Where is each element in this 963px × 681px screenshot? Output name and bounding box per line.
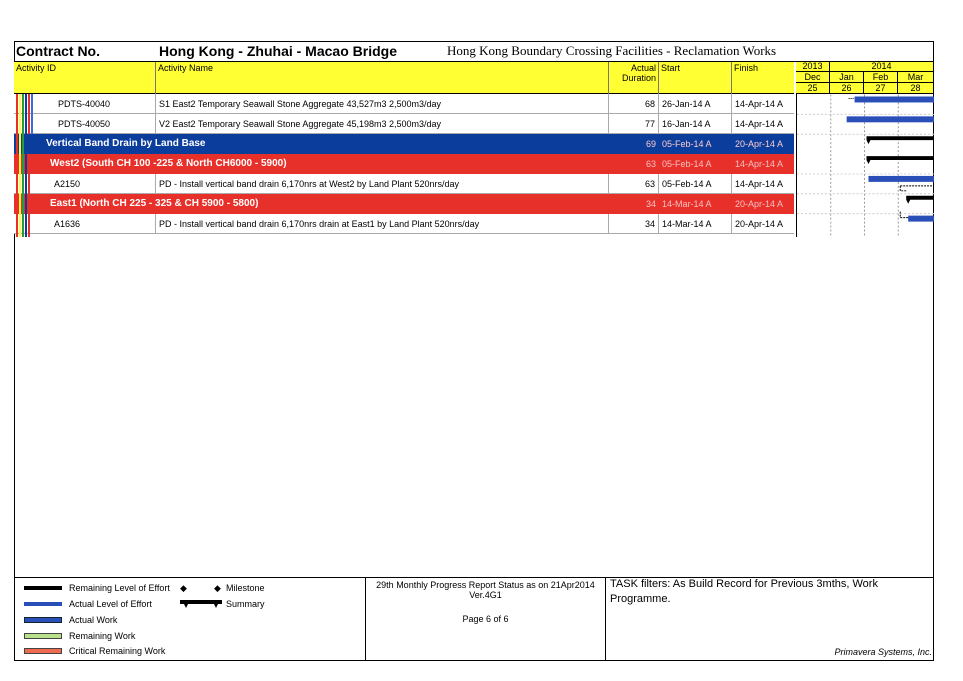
gantt-bar-actual-work[interactable]: [855, 97, 934, 103]
relationship-line: [900, 186, 906, 191]
activity-finish: 14-Apr-14 A: [735, 179, 784, 189]
title-row: [14, 41, 934, 62]
wbs-name: East1 (North CH 225 - 325 & CH 5900 - 5800): [50, 198, 259, 209]
wbs-start: 14-Mar-14 A: [662, 199, 712, 209]
strip-green: [22, 94, 24, 237]
legend-swatch-actual-loe: [24, 602, 62, 606]
year-2014: 2014: [830, 62, 934, 71]
activity-start: 16-Jan-14 A: [659, 114, 732, 134]
column-header: [14, 62, 794, 94]
gantt-chart: [796, 94, 934, 237]
gantt-bar-actual-work[interactable]: [868, 176, 934, 182]
month-mar: Mar: [898, 71, 934, 82]
wbs-band-row[interactable]: [14, 194, 794, 214]
contract-label: Contract No.: [16, 43, 100, 59]
month-jan: Jan: [830, 71, 864, 82]
strip-yellow: [19, 94, 21, 237]
legend-swatch-remaining-loe: [24, 586, 62, 590]
activity-duration: 68: [609, 94, 659, 114]
milestone-icon: ◆: [180, 583, 187, 593]
relationship-line: [900, 212, 908, 218]
activity-id: A1636: [14, 214, 156, 234]
week-25: 25: [796, 82, 830, 93]
project-title: Hong Kong - Zhuhai - Macao Bridge: [159, 43, 397, 59]
activity-duration: 34: [609, 214, 659, 234]
strip-red-2: [28, 94, 30, 134]
vendor-label: Primavera Systems, Inc.: [834, 647, 932, 657]
report-status: 29th Monthly Progress Report Status as on 21Apr2014: [376, 580, 595, 590]
col-duration-line1: Actual: [630, 63, 656, 73]
activity-start: 05-Feb-14 A: [659, 174, 732, 194]
page-number: Page 6 of 6: [462, 614, 509, 624]
activity-duration: 63: [609, 174, 659, 194]
activity-name: V2 East2 Temporary Seawall Stone Aggregate 45,198m3 2,500m3/day: [156, 114, 609, 134]
wbs-finish: 14-Apr-14 A: [735, 159, 784, 169]
activity-finish: 14-Apr-14 A: [735, 99, 784, 109]
activity-finish: 20-Apr-14 A: [735, 219, 784, 229]
milestone-icon: ◆: [214, 583, 221, 593]
wbs-finish: 20-Apr-14 A: [735, 139, 784, 149]
col-finish[interactable]: Finish: [734, 63, 759, 73]
wbs-name: West2 (South CH 100 -225 & North CH6000 - 5900): [50, 158, 287, 169]
week-28: 28: [898, 82, 934, 93]
month-dec: Dec: [796, 71, 830, 82]
report-info: [366, 577, 606, 661]
report-version: Ver.4G1: [469, 590, 502, 600]
strip-red: [16, 94, 18, 237]
legend-swatch-critical-remaining-work: [24, 648, 62, 654]
filters-text: TASK filters: As Build Record for Previous 3mths, Work Programme.: [610, 578, 878, 605]
activity-row[interactable]: [14, 214, 794, 234]
strip-blue-2: [31, 94, 33, 134]
week-27: 27: [864, 82, 898, 93]
activity-duration: 77: [609, 114, 659, 134]
wbs-finish: 20-Apr-14 A: [735, 199, 784, 209]
activity-finish: 14-Apr-14 A: [735, 119, 784, 129]
strip-blue-3: [25, 154, 27, 237]
legend-label-actual-work: Actual Work: [69, 615, 118, 625]
legend-label-critical-remaining-work: Critical Remaining Work: [69, 646, 166, 656]
col-start[interactable]: Start: [659, 62, 732, 94]
wbs-start: 05-Feb-14 A: [662, 139, 712, 149]
week-26: 26: [830, 82, 864, 93]
timescale-header: [796, 62, 934, 94]
activity-row[interactable]: [14, 94, 794, 114]
wbs-band-row[interactable]: [14, 154, 794, 174]
strip-blue: [25, 94, 27, 134]
gantt-bar-actual-work[interactable]: [847, 116, 934, 122]
legend-label-summary: Summary: [226, 599, 265, 609]
activity-id: PDTS-40040: [14, 94, 156, 114]
legend-swatch-remaining-work: [24, 633, 62, 639]
legend-label-milestone: Milestone: [226, 583, 265, 593]
strip-red-3: [28, 174, 30, 237]
gantt-summary-bar[interactable]: [906, 196, 934, 204]
legend-label-actual-loe: Actual Level of Effort: [69, 599, 152, 609]
wbs-name: Vertical Band Drain by Land Base: [46, 138, 206, 149]
col-duration[interactable]: [609, 62, 659, 94]
gantt-bar-actual-work[interactable]: [908, 216, 934, 222]
col-duration-line2: Duration: [621, 73, 656, 83]
wbs-duration: 34: [645, 199, 656, 209]
month-feb: Feb: [864, 71, 898, 82]
gantt-summary-bar[interactable]: [866, 136, 934, 144]
activity-name: PD - Install vertical band drain 6,170nrs at West2 by Land Plant 520nrs/day: [156, 174, 609, 194]
wbs-duration: 63: [645, 159, 656, 169]
gantt-summary-bar[interactable]: [866, 156, 934, 164]
activity-row[interactable]: [14, 174, 794, 194]
wbs-band-row[interactable]: [14, 134, 794, 154]
activity-name: S1 East2 Temporary Seawall Stone Aggregate 43,527m3 2,500m3/day: [156, 94, 609, 114]
activity-start: 14-Mar-14 A: [659, 214, 732, 234]
col-activity-name[interactable]: Activity Name: [156, 62, 609, 94]
wbs-start: 05-Feb-14 A: [662, 159, 712, 169]
task-filters: [606, 577, 934, 661]
legend: [14, 577, 366, 661]
activity-row[interactable]: [14, 114, 794, 134]
activity-start: 26-Jan-14 A: [659, 94, 732, 114]
activity-id: PDTS-40050: [14, 114, 156, 134]
wbs-duration: 69: [645, 139, 656, 149]
col-activity-id[interactable]: Activity ID: [14, 62, 156, 94]
activity-name: PD - Install vertical band drain 6,170nrs drain at East1 by Land Plant 520nrs/day: [156, 214, 609, 234]
legend-swatch-actual-work: [24, 617, 62, 623]
works-title: Hong Kong Boundary Crossing Facilities - Reclamation Works: [447, 43, 777, 58]
legend-label-remaining-loe: Remaining Level of Effort: [69, 583, 170, 593]
activity-id: A2150: [14, 174, 156, 194]
year-2013: 2013: [796, 62, 830, 71]
legend-label-remaining-work: Remaining Work: [69, 631, 136, 641]
hierarchy-strips: [14, 94, 44, 237]
summary-icon: [180, 599, 222, 609]
